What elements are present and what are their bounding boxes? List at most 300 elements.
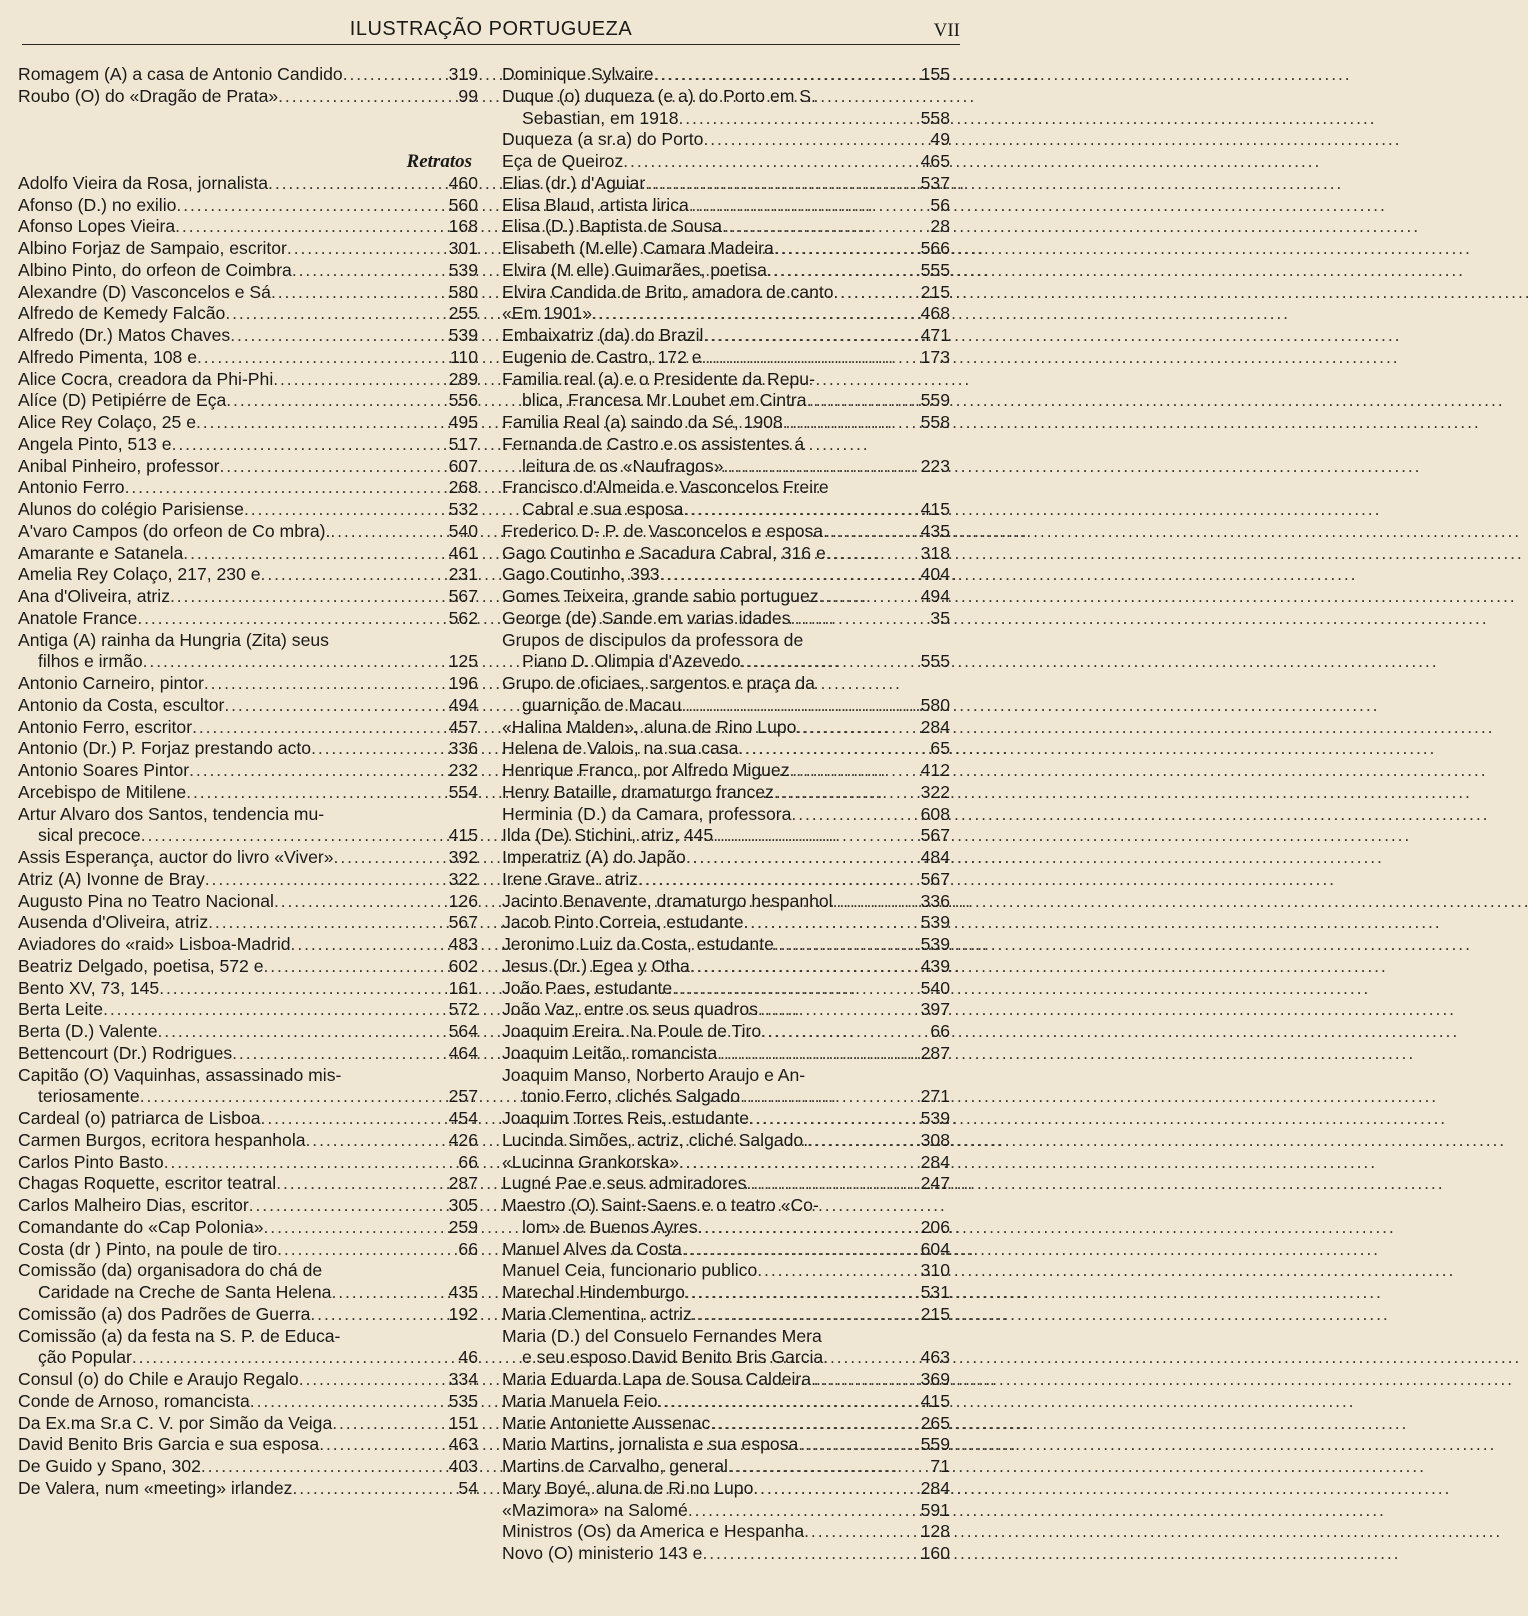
entry-title: Antonio Ferro, escritor [18,716,193,737]
dot-leader [197,347,440,369]
entry-page-number: 66 [930,1021,950,1041]
entry-title: Antonio Soares Pintor [18,760,190,780]
dot-leader [264,956,441,978]
entry-page-number: 151 [448,1412,478,1433]
entry-title: Conde de Arnoso, romancista [18,1390,250,1411]
entry-page-number: 369 [920,1369,950,1389]
index-entry [502,1021,950,1043]
entry-title: Elisa (D.) Baptista de Sousa [502,216,723,237]
entry-title: Lucinda Simões, actriz, cliché Salgado. [502,1129,809,1150]
entry-page-number: 392 [448,847,478,867]
entry-title: Elisa Blaud, artista lirica [502,194,689,215]
index-entry [18,847,478,869]
entry-page-number: 35 [930,607,950,628]
entry-title: Atriz (A) Ivonne de Bray [18,868,205,889]
entry-page-number: 155 [920,64,950,84]
index-entry-line: Duque (o) duqueza (e a) do Porto em S. [502,85,816,106]
dot-leader [176,195,440,217]
dot-leader [713,825,912,847]
dot-leader [689,195,912,217]
entry-title: Anatole France [18,607,138,628]
index-entry [502,912,950,934]
entry-page-number: 537 [920,172,950,193]
dot-leader [791,608,912,630]
entry-title: Antonio Carneiro, pintor [18,673,204,693]
index-entry [18,1391,478,1413]
index-entry [18,956,478,978]
dot-leader [703,129,912,151]
entry-title: Ilda (De) Stichini, atriz, 445 [502,825,714,846]
entry-title: Maria Clementina, actriz [502,1303,692,1324]
index-entry [502,717,950,739]
dot-leader [299,1369,440,1391]
index-entry [502,1217,950,1239]
index-entry [502,64,950,86]
index-entry [502,1521,950,1543]
index-entry [502,412,950,434]
dot-leader [679,1152,912,1174]
entry-title: Maria Manuela Feio [502,1390,658,1411]
entry-page-number: 404 [920,564,950,585]
entry-page-number: 397 [920,999,950,1020]
entry-page-number: 602 [448,955,478,976]
index-entry [502,1152,950,1174]
dot-leader [310,1304,440,1326]
entry-title: Albino Forjaz de Sampaio, escritor [18,238,287,258]
entry-title: «Halina Malden», aluna de Rino Lupo [502,716,797,737]
entry-title: guarnição de Macau [522,694,682,715]
index-entry [502,1108,950,1130]
entry-page-number: 284 [920,1151,950,1172]
entry-title: Manuel Alves da Costa [502,1238,682,1259]
entry-title: Frederico D- P. de Vasconcelos e esposa [502,520,824,541]
entry-page-number: 232 [448,760,478,780]
dot-leader [201,1456,440,1478]
index-entry [18,390,478,412]
entry-title: e seu esposo David Benito Bris Garcia [522,1347,824,1368]
index-entry [18,456,478,478]
entry-page-number: 457 [448,716,478,737]
entry-title: Consul (o) do Chile e Araujo Regalo [18,1369,299,1389]
index-entry [502,1043,950,1065]
dot-leader [230,325,440,347]
index-entry [502,564,950,586]
entry-page-number: 439 [920,955,950,976]
index-entry [502,195,950,217]
entry-page-number: 463 [920,1347,950,1368]
entry-title: Caridade na Creche de Santa Helena [38,1282,332,1302]
dot-leader [796,717,912,739]
entry-title: Assis Esperança, auctor do livro «Viver» [18,847,334,867]
left-column [18,64,478,1500]
dot-leader [331,1282,440,1304]
entry-title: Helena de Valois, na sua casa [502,738,739,759]
entry-title: Lugné Pae e seus admiradores [502,1173,747,1194]
dot-leader [657,1391,912,1413]
dot-leader [175,216,440,238]
entry-title: Imperatriz (A) do Japão [502,847,686,867]
entry-title: Bettencourt (Dr.) Rodrigues [18,1042,233,1063]
dot-leader [717,1043,912,1065]
dot-leader [688,1500,912,1522]
entry-title: filhos e irmão [38,651,143,672]
dot-leader [225,303,440,325]
entry-title: Carlos Malheiro Dias, escritor [18,1195,249,1215]
entry-title: Henry Bataille, dramaturgo francez [502,781,774,802]
index-entry [502,847,950,869]
index-entry [502,586,950,608]
running-title: ILUSTRAÇÃO PORTUGUEZA [349,18,633,40]
index-entry [18,869,478,891]
entry-title: Embaixatriz (da) do Brazil [502,325,704,345]
entry-title: Arcebispo de Mitilene [18,781,187,802]
index-entry [18,1195,478,1217]
entry-page-number: 539 [448,325,478,345]
index-entry [502,325,950,347]
dot-leader [740,1086,912,1108]
entry-page-number: 471 [920,325,950,345]
page-number: VII [933,20,960,41]
left-entries [18,173,478,1500]
dot-leader [728,1456,912,1478]
index-entry-line: Comissão (a) da festa na S. P. de Educa- [18,1325,341,1346]
dot-leader [232,1043,440,1065]
index-entry [502,978,950,1000]
index-entry [18,1369,478,1391]
entry-page-number: 99 [458,85,478,106]
dot-leader [819,586,912,608]
entry-page-number: 464 [448,1042,478,1063]
entry-title: Cabral e sua esposa [522,499,684,519]
index-entry-line: Fernanda de Castro e os assistentes á [502,433,805,454]
dot-leader [137,608,440,630]
dot-leader [125,477,440,499]
index-entry [18,434,478,456]
entry-page-number: 318 [920,542,950,563]
dot-leader [186,782,440,804]
entry-title: Amarante e Satanela [18,542,184,563]
dot-leader [774,934,912,956]
entry-title: Romagem (A) a casa de Antonio Candido [18,64,343,84]
entry-title: Bento XV, 73, 145 [18,977,160,998]
entry-page-number: 215 [920,1303,950,1324]
dot-leader [692,1304,912,1326]
index-entry [18,499,478,521]
entry-title: Alfredo Pimenta, 108 e [18,346,197,367]
index-entry [18,738,478,760]
index-entry [18,1108,478,1130]
entry-page-number: 284 [920,716,950,737]
entry-title: ção Popular [38,1347,132,1368]
index-entry [18,999,478,1021]
entry-title: Joaquim Ereira. Na Poule de Tiro [502,1021,762,1041]
entry-page-number: 71 [930,1456,950,1476]
entry-page-number: 287 [920,1042,950,1063]
index-entry [18,695,478,717]
index-entry [18,564,478,586]
dot-leader [747,1173,912,1195]
page-header [22,14,960,45]
dot-leader [703,325,912,347]
index-entry [18,1478,478,1500]
entry-title: Alunos do colégio Parisiense [18,499,244,519]
index-entry [18,1456,478,1478]
entry-title: Albino Pinto, do orfeon de Coimbra [18,259,292,280]
dot-leader [623,151,912,173]
entry-page-number: 560 [448,194,478,215]
index-entry [502,282,950,304]
entry-page-number: 287 [448,1173,478,1194]
entry-page-number: 562 [448,607,478,628]
entry-title: Elisabeth (M.elle) Camara Madeira [502,238,774,258]
index-entry [502,1500,950,1522]
index-entry [502,825,950,847]
entry-page-number: 559 [920,1434,950,1455]
entry-page-number: 465 [920,151,950,171]
entry-page-number: 415 [920,1390,950,1411]
dot-leader [638,869,912,891]
entry-title: A'varo Campos (do orfeon de Co mbra). [18,520,331,541]
entry-title: Da Ex.ma Sr.a C. V. por Simão da Veiga [18,1412,333,1433]
dot-leader [278,86,440,108]
dot-leader [332,1413,440,1435]
entry-title: Martins de Carvalho, general [502,1456,728,1476]
dot-leader [287,238,440,260]
index-entry [502,303,950,325]
index-entry [18,64,478,86]
entry-page-number: 483 [448,934,478,954]
entry-title: Comissão (a) dos Padrões de Guerra [18,1303,311,1324]
entry-page-number: 461 [448,542,478,563]
dot-leader [645,173,912,195]
index-entry [502,1282,950,1304]
entry-page-number: 128 [920,1521,950,1542]
index-entry-line: Joaquim Manso, Norberto Araujo e An- [502,1064,806,1085]
index-entry [18,325,478,347]
entry-page-number: 540 [920,977,950,998]
index-entry [18,282,478,304]
left-pre-entries [18,64,478,108]
entry-page-number: 415 [448,825,478,846]
entry-page-number: 125 [448,651,478,672]
entry-page-number: 168 [448,216,478,237]
entry-page-number: 567 [448,912,478,933]
index-entry [502,151,950,173]
index-entry [502,173,950,195]
entry-page-number: 540 [448,520,478,541]
dot-leader [685,1282,912,1304]
index-entry [502,1543,950,1565]
entry-title: Jacob Pinto Correia, estudante [502,912,744,933]
index-entry-line: Maestro (O) Saint-Saens e o teatro «Co- [502,1195,819,1215]
entry-page-number: 403 [448,1456,478,1476]
dot-leader [682,1239,912,1261]
index-entry [502,1369,950,1391]
entry-title: Piano D. Olimpia d'Azevedo [522,651,741,672]
entry-title: Gomes Teixeira, grande sabio portuguez [502,586,819,606]
entry-page-number: 192 [448,1303,478,1324]
entry-title: Ausenda d'Oliveira, atriz [18,912,209,933]
entry-title: Joaquim Torres Reis, estudante [502,1108,750,1128]
index-entry [502,608,950,630]
dot-leader [702,347,912,369]
entry-page-number: 336 [920,890,950,911]
entry-title: Familia Real (a) saindo da Sé, 1908 [502,412,783,432]
index-entry [18,1282,478,1304]
dot-leader [741,651,912,673]
entry-page-number: 607 [448,455,478,476]
dot-leader [672,978,912,1000]
entry-page-number: 257 [448,1086,478,1107]
entry-page-number: 126 [448,890,478,911]
entry-title: Henrique Franco, por Alfredo Miguez [502,760,790,780]
dot-leader [274,891,440,913]
index-entry [502,521,950,543]
index-entry [502,543,950,565]
entry-title: Alfredo (Dr.) Matos Chaves [18,325,231,345]
dot-leader [790,760,912,782]
entry-page-number: 301 [448,238,478,258]
entry-page-number: 555 [920,651,950,672]
entry-title: Elvira (M elle) Guimarães, poetisa [502,259,767,280]
index-entry-line: Grupo de oficiaes, sargentos e praça da [502,673,815,693]
index-entry [502,238,950,260]
entry-title: Elias (dr.) d'Aguiar [502,172,646,193]
entry-title: Cardeal (o) patriarca de Lisboa [18,1108,261,1128]
index-entry [18,1304,478,1326]
index-entry [18,1152,478,1174]
dot-leader [103,999,440,1021]
dot-leader [702,1543,912,1565]
index-entry [18,1434,478,1456]
index-entry [18,608,478,630]
entry-title: Afonso (D.) no exilio [18,194,177,215]
entry-title: Elvira Candida de Brito, amadora de canto [502,281,834,302]
index-entry [502,651,950,673]
entry-page-number: 271 [920,1086,950,1107]
index-entry [18,1173,478,1195]
index-entry [502,695,950,717]
index-entry [502,1239,950,1261]
index-entry [18,86,478,108]
entry-title: Carmen Burgos, ecritora hespanhola [18,1129,306,1150]
index-entry [18,216,478,238]
dot-leader [261,564,440,586]
entry-page-number: 556 [448,390,478,411]
dot-leader [343,64,440,86]
entry-title: Eça de Queiroz [502,151,624,171]
dot-leader [141,825,440,847]
index-entry [18,521,478,543]
index-entry [502,956,950,978]
entry-title: blica, Francesa Mr Loubet em Cintra [522,390,807,411]
entry-page-number: 468 [920,303,950,324]
entry-page-number: 517 [448,433,478,454]
entry-page-number: 484 [920,847,950,867]
entry-page-number: 284 [920,1477,950,1498]
dot-leader [660,564,913,586]
entry-title: Ana d'Oliveira, atriz [18,586,170,606]
entry-page-number: 56 [930,194,950,215]
dot-leader [319,1434,440,1456]
entry-title: Marechal Hindemburgo [502,1282,685,1302]
entry-page-number: 259 [448,1216,478,1237]
entry-title: sical precoce [38,825,141,846]
index-entry [502,1478,950,1500]
entry-page-number: 66 [458,1151,478,1172]
index-entry [502,390,950,412]
dot-leader [196,412,440,434]
index-entry [18,782,478,804]
index-entry-line: Comissão (da) organisadora do chá de [18,1260,323,1281]
dot-leader [273,369,440,391]
dot-leader [330,521,440,543]
entry-title: Alfredo de Kemedy Falcão [18,303,226,324]
dot-leader [261,1108,440,1130]
entry-title: De Valera, num «meeting» irlandez [18,1477,293,1498]
entry-page-number: 460 [448,172,478,193]
spacer [18,108,478,130]
entry-page-number: 567 [448,586,478,606]
index-entry [18,1239,478,1261]
dot-leader [681,695,912,717]
dot-leader [204,673,440,695]
entry-page-number: 196 [448,673,478,693]
entry-title: Costa (dr ) Pinto, na poule de tiro [18,1238,278,1259]
entry-page-number: 28 [930,216,950,237]
entry-page-number: 161 [448,977,478,998]
dot-leader [140,1086,440,1108]
entry-title: Antonio (Dr.) P. Forjaz prestando acto [18,738,312,759]
entry-page-number: 580 [920,694,950,715]
entry-page-number: 564 [448,1021,478,1041]
entry-title: Alexandre (D) Vasconcelos e Sá [18,281,271,302]
dot-leader [268,173,440,195]
dot-leader [249,1195,440,1217]
spacer [18,129,478,151]
index-entry [18,651,478,673]
index-entry [502,782,950,804]
entry-page-number: 555 [920,259,950,280]
dot-leader [798,1434,912,1456]
entry-title: Roubo (O) do «Dragão de Prata» [18,85,279,106]
index-entry [502,934,950,956]
entry-title: «Lucinna Grankorska» [502,1151,680,1172]
index-entry [18,717,478,739]
index-entry [502,869,950,891]
dot-leader [683,499,912,521]
dot-leader [311,738,440,760]
dot-leader [807,390,912,412]
index-entry [502,1413,950,1435]
entry-page-number: 66 [458,1238,478,1259]
entry-title: Alice Cocra, creadora da Phi-Phi [18,368,274,389]
dot-leader [292,1478,440,1500]
entry-title: Augusto Pina no Teatro Nacional [18,890,274,911]
right-entries [502,64,950,1565]
entry-title: Eugenio de Castro, 172 e [502,346,702,367]
dot-leader [722,216,912,238]
index-entry [18,934,478,956]
dot-leader [291,934,440,956]
entry-page-number: 454 [448,1108,478,1128]
index-entry [502,1391,950,1413]
dot-leader [158,1021,440,1043]
dot-leader [250,1391,440,1413]
entry-title: Chagas Roquette, escritor teatral [18,1173,277,1194]
dot-leader [132,1347,440,1369]
entry-title: Manuel Ceia, funcionario publico [502,1260,758,1281]
